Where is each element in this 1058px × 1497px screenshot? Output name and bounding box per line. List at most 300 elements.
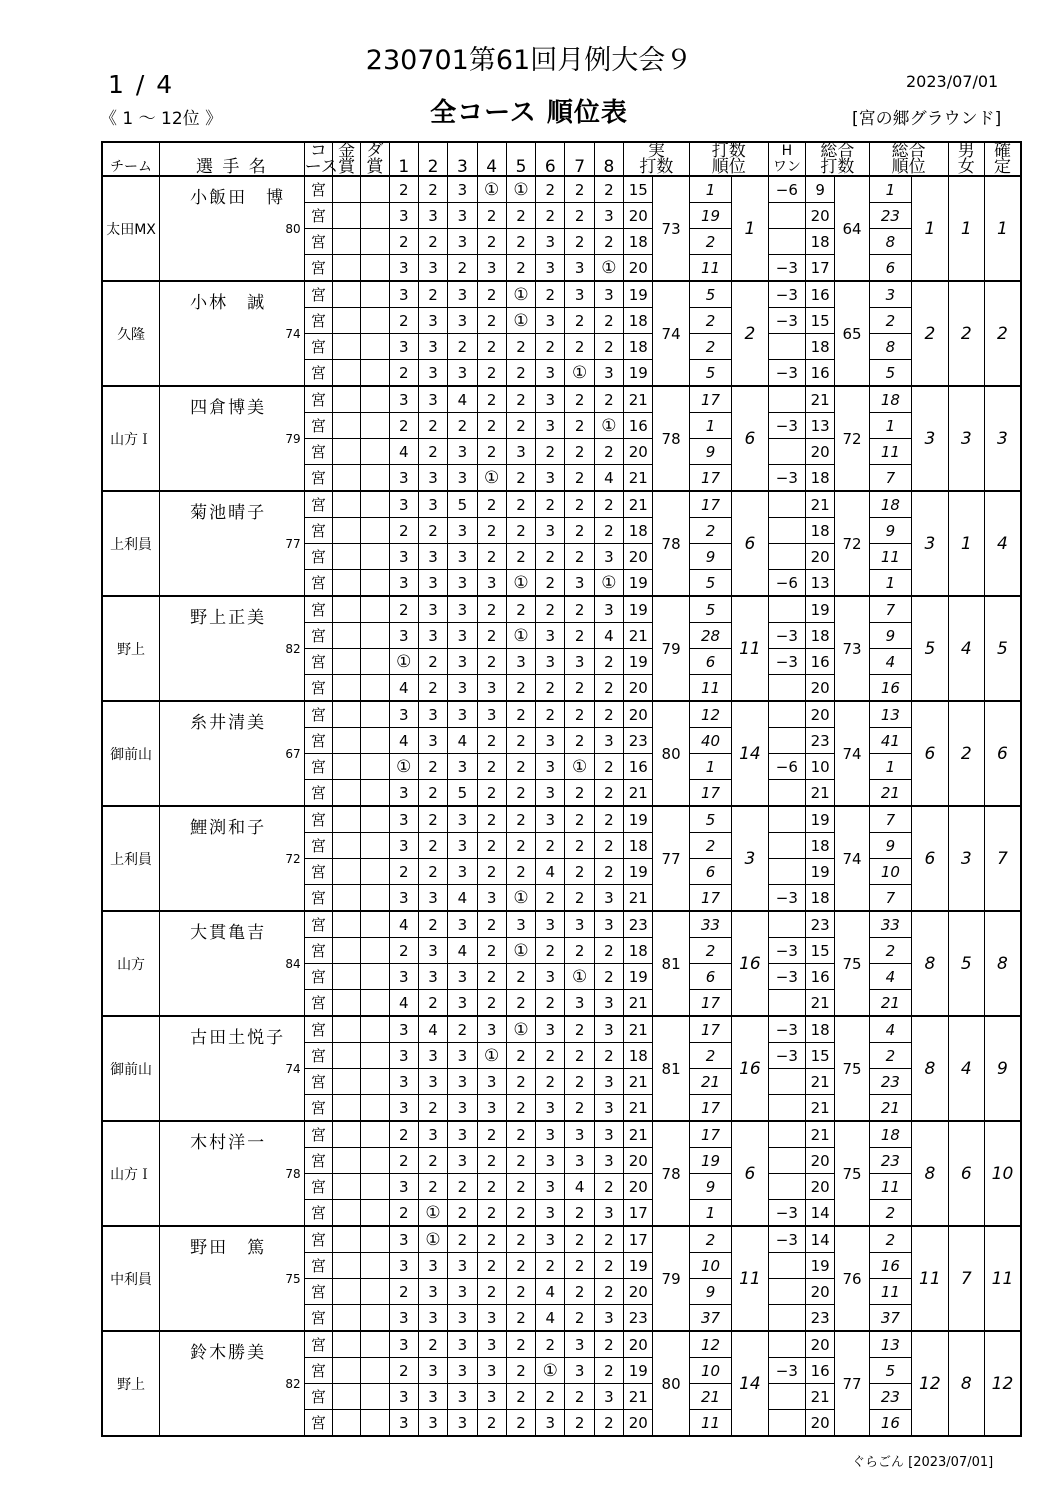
round-rank: 17 [689, 1095, 731, 1122]
net-score: 20 [806, 1148, 835, 1174]
round-rank: 9 [689, 1279, 731, 1305]
hole-score: 3 [448, 1358, 477, 1384]
page-indicator: 1 / 4 [108, 70, 175, 99]
hole-score: 2 [448, 255, 477, 282]
hole-score: 2 [536, 439, 565, 465]
hole-score: 2 [389, 596, 418, 623]
player-name-cell [160, 1016, 305, 1121]
hole-score: ① [389, 649, 418, 675]
round-rank: 37 [689, 1305, 731, 1332]
net-rank: 16 [869, 675, 911, 702]
hole-score: 4 [594, 623, 623, 649]
daw-cell [361, 1095, 389, 1122]
hole-score: 4 [565, 1174, 594, 1200]
net-rank: 41 [869, 728, 911, 754]
hole-score: 2 [565, 518, 594, 544]
table-row [102, 1331, 1021, 1358]
hole-score: 2 [506, 701, 535, 728]
hole-score: ① [565, 360, 594, 387]
hole-score: 3 [594, 1148, 623, 1174]
course-cell: 宮 [304, 806, 332, 833]
hole-score: 3 [389, 281, 418, 308]
round-rank: 17 [689, 1121, 731, 1148]
gold-cell [332, 596, 360, 623]
daw-cell [361, 465, 389, 492]
header-line-top: 確 [993, 141, 1011, 161]
gold-cell [332, 1148, 360, 1174]
col-jitsu [624, 142, 690, 176]
daw-cell [361, 1279, 389, 1305]
hole-score: 3 [477, 1016, 506, 1043]
col-final [984, 142, 1021, 176]
hole-score: 2 [418, 518, 447, 544]
hole-score: 3 [448, 518, 477, 544]
hole-score: ① [536, 1358, 565, 1384]
daw-cell [361, 518, 389, 544]
hole-in-one-adj: −3 [768, 308, 805, 334]
hole-score: 3 [536, 229, 565, 255]
score-rank: 1 [732, 176, 768, 281]
round-sum: 21 [624, 990, 653, 1017]
hole-score: 2 [536, 596, 565, 623]
hole-score: ① [565, 964, 594, 990]
net-score: 18 [806, 885, 835, 912]
header-line-top: 打数 [711, 141, 746, 161]
hole-in-one-adj [768, 1410, 805, 1437]
round-sum: 21 [624, 1121, 653, 1148]
table-row [102, 176, 1021, 203]
hole-score: 3 [389, 964, 418, 990]
hole-score: 2 [477, 1174, 506, 1200]
round-rank: 2 [689, 334, 731, 360]
hole-score: 3 [536, 623, 565, 649]
hole-score: 2 [418, 990, 447, 1017]
hole-score: 3 [477, 570, 506, 597]
document-title: 230701第61回月例大会９ [365, 45, 693, 76]
gold-cell [332, 334, 360, 360]
hole-in-one-adj: −3 [768, 649, 805, 675]
table-row [102, 911, 1021, 938]
net-rank: 37 [869, 1305, 911, 1332]
hole-score: 3 [448, 964, 477, 990]
hole-score: 3 [536, 964, 565, 990]
hole-score: 3 [389, 255, 418, 282]
net-rank: 3 [869, 281, 911, 308]
hole-score: 2 [594, 229, 623, 255]
daw-cell [361, 491, 389, 518]
hole-score: 3 [418, 938, 447, 964]
gold-cell [332, 1253, 360, 1279]
gender-rank: 2 [948, 281, 984, 386]
total-rank: 6 [912, 701, 948, 806]
hole-score: 3 [594, 1069, 623, 1095]
hole-score: 2 [418, 176, 447, 203]
daw-cell [361, 675, 389, 702]
course-cell: 宮 [304, 1384, 332, 1410]
hole-score: 2 [565, 1384, 594, 1410]
hole-score: 2 [536, 701, 565, 728]
daw-cell [361, 255, 389, 282]
hole-score: 2 [506, 1148, 535, 1174]
daw-cell [361, 439, 389, 465]
hole-score: 3 [448, 701, 477, 728]
gender-rank: 3 [948, 806, 984, 911]
hole-in-one-adj: −3 [768, 360, 805, 387]
hole-in-one-adj [768, 1095, 805, 1122]
net-rank: 9 [869, 833, 911, 859]
hole-in-one-adj: −3 [768, 938, 805, 964]
net-rank: 2 [869, 308, 911, 334]
gross-score: 78 [653, 386, 689, 491]
header-line-top: 総合 [891, 141, 926, 161]
gold-cell [332, 491, 360, 518]
hole-score: 3 [389, 1016, 418, 1043]
round-rank: 2 [689, 1226, 731, 1253]
hole-score: 3 [389, 1384, 418, 1410]
round-rank: 33 [689, 911, 731, 938]
hole-in-one-adj: −3 [768, 964, 805, 990]
hole-score: 2 [448, 1200, 477, 1227]
hole-score: ① [506, 885, 535, 912]
round-sum: 20 [624, 1148, 653, 1174]
net-rank: 4 [869, 1016, 911, 1043]
hole-score: 3 [418, 1279, 447, 1305]
hole-score: 2 [418, 1331, 447, 1358]
course-cell: 宮 [304, 1358, 332, 1384]
round-rank: 2 [689, 518, 731, 544]
hole-score: 2 [418, 229, 447, 255]
header-line-bottom: 定 [993, 157, 1011, 177]
gold-cell [332, 728, 360, 754]
hole-score: 2 [594, 1226, 623, 1253]
hole-score: 3 [448, 806, 477, 833]
player-name-cell [160, 281, 305, 386]
table-row [102, 1121, 1021, 1148]
hole-score: 2 [477, 596, 506, 623]
hole-score: 3 [565, 649, 594, 675]
net-rank: 7 [869, 806, 911, 833]
hole-score: 2 [565, 386, 594, 413]
player-name-cell [160, 1331, 305, 1436]
hole-score: 2 [389, 1148, 418, 1174]
player-age: 82 [285, 1377, 301, 1391]
hole-score: 3 [536, 360, 565, 387]
round-sum: 19 [624, 360, 653, 387]
gender-rank: 4 [948, 596, 984, 701]
hole-score: 2 [477, 806, 506, 833]
course-cell: 宮 [304, 701, 332, 728]
net-score: 21 [806, 1121, 835, 1148]
hole-score: 2 [594, 675, 623, 702]
total-rank: 12 [912, 1331, 948, 1436]
round-rank: 1 [689, 754, 731, 780]
net-score: 18 [806, 623, 835, 649]
table-row [102, 701, 1021, 728]
hole-score: 2 [418, 859, 447, 885]
hole-score: 2 [506, 1358, 535, 1384]
hole-score: 3 [448, 281, 477, 308]
hole-score: 3 [389, 1174, 418, 1200]
hole-score: 2 [448, 1174, 477, 1200]
gold-cell [332, 229, 360, 255]
round-sum: 20 [624, 203, 653, 229]
net-score: 21 [806, 990, 835, 1017]
hole-score: 2 [477, 623, 506, 649]
hole-score: 3 [565, 911, 594, 938]
hole-score: ① [477, 465, 506, 492]
round-sum: 21 [624, 780, 653, 807]
gold-cell [332, 281, 360, 308]
daw-cell [361, 728, 389, 754]
net-score: 21 [806, 491, 835, 518]
hole-in-one-adj [768, 911, 805, 938]
gold-cell [332, 1305, 360, 1332]
header-line-bottom: 順位 [891, 157, 926, 177]
daw-cell [361, 1305, 389, 1332]
hole-score: 2 [418, 439, 447, 465]
gold-cell [332, 1043, 360, 1069]
player-age: 79 [285, 432, 301, 446]
net-rank: 13 [869, 1331, 911, 1358]
hole-in-one-adj: −3 [768, 281, 805, 308]
gold-cell [332, 518, 360, 544]
gold-cell [332, 754, 360, 780]
hole-in-one-adj [768, 334, 805, 360]
hole-score: 2 [506, 255, 535, 282]
hole-score: 3 [418, 623, 447, 649]
net-rank: 23 [869, 1148, 911, 1174]
net-rank: 4 [869, 649, 911, 675]
hole-score: 2 [506, 990, 535, 1017]
gross-score: 81 [653, 1016, 689, 1121]
player-name: 四倉博美 [190, 397, 267, 418]
net-rank: 8 [869, 334, 911, 360]
total-score: 75 [835, 1121, 869, 1226]
col-hole-2: 2 [418, 142, 447, 176]
net-score: 15 [806, 1043, 835, 1069]
gold-cell [332, 859, 360, 885]
hole-score: 3 [477, 255, 506, 282]
course-cell: 宮 [304, 780, 332, 807]
net-score: 9 [806, 176, 835, 203]
net-score: 23 [806, 728, 835, 754]
round-sum: 15 [624, 176, 653, 203]
hole-score: 3 [536, 1200, 565, 1227]
hole-score: 3 [389, 334, 418, 360]
net-score: 20 [806, 675, 835, 702]
daw-cell [361, 701, 389, 728]
hole-score: 4 [418, 1016, 447, 1043]
round-sum: 19 [624, 281, 653, 308]
header-line-top: コ [309, 141, 327, 161]
course-cell: 宮 [304, 413, 332, 439]
round-rank: 2 [689, 308, 731, 334]
gross-score: 77 [653, 806, 689, 911]
round-sum: 21 [624, 1016, 653, 1043]
hole-score: 2 [506, 1279, 535, 1305]
hole-score: 2 [389, 229, 418, 255]
hole-score: ① [594, 413, 623, 439]
net-score: 14 [806, 1200, 835, 1227]
course-cell: 宮 [304, 255, 332, 282]
player-name-cell [160, 491, 305, 596]
gold-cell [332, 938, 360, 964]
header-line-bottom: 打数 [820, 157, 855, 177]
hole-in-one-adj: −3 [768, 413, 805, 439]
gold-cell [332, 990, 360, 1017]
round-rank: 9 [689, 439, 731, 465]
daw-cell [361, 281, 389, 308]
hole-score: 3 [418, 964, 447, 990]
hole-score: 2 [477, 518, 506, 544]
hole-score: ① [565, 754, 594, 780]
hole-score: 3 [448, 596, 477, 623]
player-age: 72 [285, 852, 301, 866]
hole-score: 2 [506, 518, 535, 544]
daw-cell [361, 649, 389, 675]
final-rank: 9 [984, 1016, 1021, 1121]
hole-score: 2 [594, 649, 623, 675]
hole-score: 2 [565, 701, 594, 728]
gender-rank: 1 [948, 491, 984, 596]
hole-score: 5 [448, 491, 477, 518]
round-sum: 16 [624, 413, 653, 439]
hole-score: 2 [565, 1016, 594, 1043]
player-name-cell [160, 386, 305, 491]
round-rank: 17 [689, 491, 731, 518]
score-rank: 16 [732, 1016, 768, 1121]
hole-score: 2 [594, 176, 623, 203]
table-body [102, 176, 1021, 1436]
gold-cell [332, 255, 360, 282]
hole-score: 2 [506, 413, 535, 439]
team-cell: 山方Ｉ [102, 1121, 160, 1226]
hole-score: 3 [506, 649, 535, 675]
player-age: 80 [285, 222, 301, 236]
hole-in-one-adj [768, 1121, 805, 1148]
hole-score: 3 [448, 833, 477, 859]
hole-score: 2 [477, 360, 506, 387]
hole-score: 3 [565, 255, 594, 282]
round-sum: 18 [624, 334, 653, 360]
daw-cell [361, 780, 389, 807]
hole-score: 3 [418, 570, 447, 597]
net-score: 13 [806, 413, 835, 439]
hole-score: 3 [536, 911, 565, 938]
player-age: 78 [285, 1167, 301, 1181]
hole-score: 2 [536, 570, 565, 597]
total-score: 74 [835, 806, 869, 911]
daw-cell [361, 806, 389, 833]
hole-in-one-adj [768, 1174, 805, 1200]
hole-score: 3 [594, 203, 623, 229]
hole-score: 2 [477, 1410, 506, 1437]
hole-score: 2 [389, 1358, 418, 1384]
total-score: 77 [835, 1331, 869, 1436]
hole-score: 2 [565, 1226, 594, 1253]
team-cell: 野上 [102, 596, 160, 701]
net-score: 21 [806, 780, 835, 807]
col-hole-7: 7 [565, 142, 594, 176]
hole-score: 3 [389, 386, 418, 413]
hole-score: 2 [389, 938, 418, 964]
daw-cell [361, 413, 389, 439]
rank-range: 《 1 ～ 12位 》 [100, 109, 223, 129]
round-sum: 20 [624, 544, 653, 570]
round-sum: 21 [624, 491, 653, 518]
daw-cell [361, 203, 389, 229]
hole-score: 2 [506, 229, 535, 255]
hole-in-one-adj [768, 544, 805, 570]
gold-cell [332, 1174, 360, 1200]
hole-score: ① [418, 1226, 447, 1253]
total-score: 65 [835, 281, 869, 386]
course-cell: 宮 [304, 465, 332, 492]
hole-score: 2 [565, 806, 594, 833]
col-hole-3: 3 [448, 142, 477, 176]
net-score: 18 [806, 518, 835, 544]
gold-cell [332, 1358, 360, 1384]
total-rank: 8 [912, 911, 948, 1016]
hole-score: 2 [565, 1069, 594, 1095]
hole-score: 2 [536, 544, 565, 570]
daw-cell [361, 964, 389, 990]
net-rank: 7 [869, 465, 911, 492]
round-rank: 17 [689, 465, 731, 492]
net-rank: 18 [869, 491, 911, 518]
net-score: 10 [806, 754, 835, 780]
daw-cell [361, 386, 389, 413]
hole-score: 2 [506, 728, 535, 754]
hole-score: 3 [389, 780, 418, 807]
net-rank: 21 [869, 990, 911, 1017]
hole-score: 2 [565, 1279, 594, 1305]
round-sum: 18 [624, 1043, 653, 1069]
net-rank: 2 [869, 1200, 911, 1227]
score-rank: 6 [732, 491, 768, 596]
hole-score: 2 [565, 491, 594, 518]
hole-score: 3 [418, 465, 447, 492]
hole-score: 2 [536, 334, 565, 360]
hole-score: 2 [506, 1305, 535, 1332]
round-rank: 6 [689, 964, 731, 990]
player-age: 77 [285, 537, 301, 551]
hole-score: 3 [389, 465, 418, 492]
daw-cell [361, 596, 389, 623]
hole-score: 3 [418, 544, 447, 570]
hole-score: 2 [477, 1253, 506, 1279]
hole-score: 2 [594, 1410, 623, 1437]
hole-score: 2 [565, 596, 594, 623]
round-sum: 21 [624, 1384, 653, 1410]
hole-score: ① [506, 281, 535, 308]
hole-score: 2 [565, 938, 594, 964]
course-cell: 宮 [304, 439, 332, 465]
gross-score: 79 [653, 1226, 689, 1331]
score-rank: 14 [732, 1331, 768, 1436]
course-cell: 宮 [304, 1253, 332, 1279]
round-rank: 6 [689, 859, 731, 885]
net-score: 13 [806, 570, 835, 597]
gold-cell [332, 570, 360, 597]
round-rank: 5 [689, 596, 731, 623]
round-rank: 17 [689, 990, 731, 1017]
hole-in-one-adj [768, 386, 805, 413]
course-cell: 宮 [304, 990, 332, 1017]
net-rank: 11 [869, 544, 911, 570]
hole-score: 3 [418, 596, 447, 623]
header-line-top: 金 [338, 141, 356, 161]
